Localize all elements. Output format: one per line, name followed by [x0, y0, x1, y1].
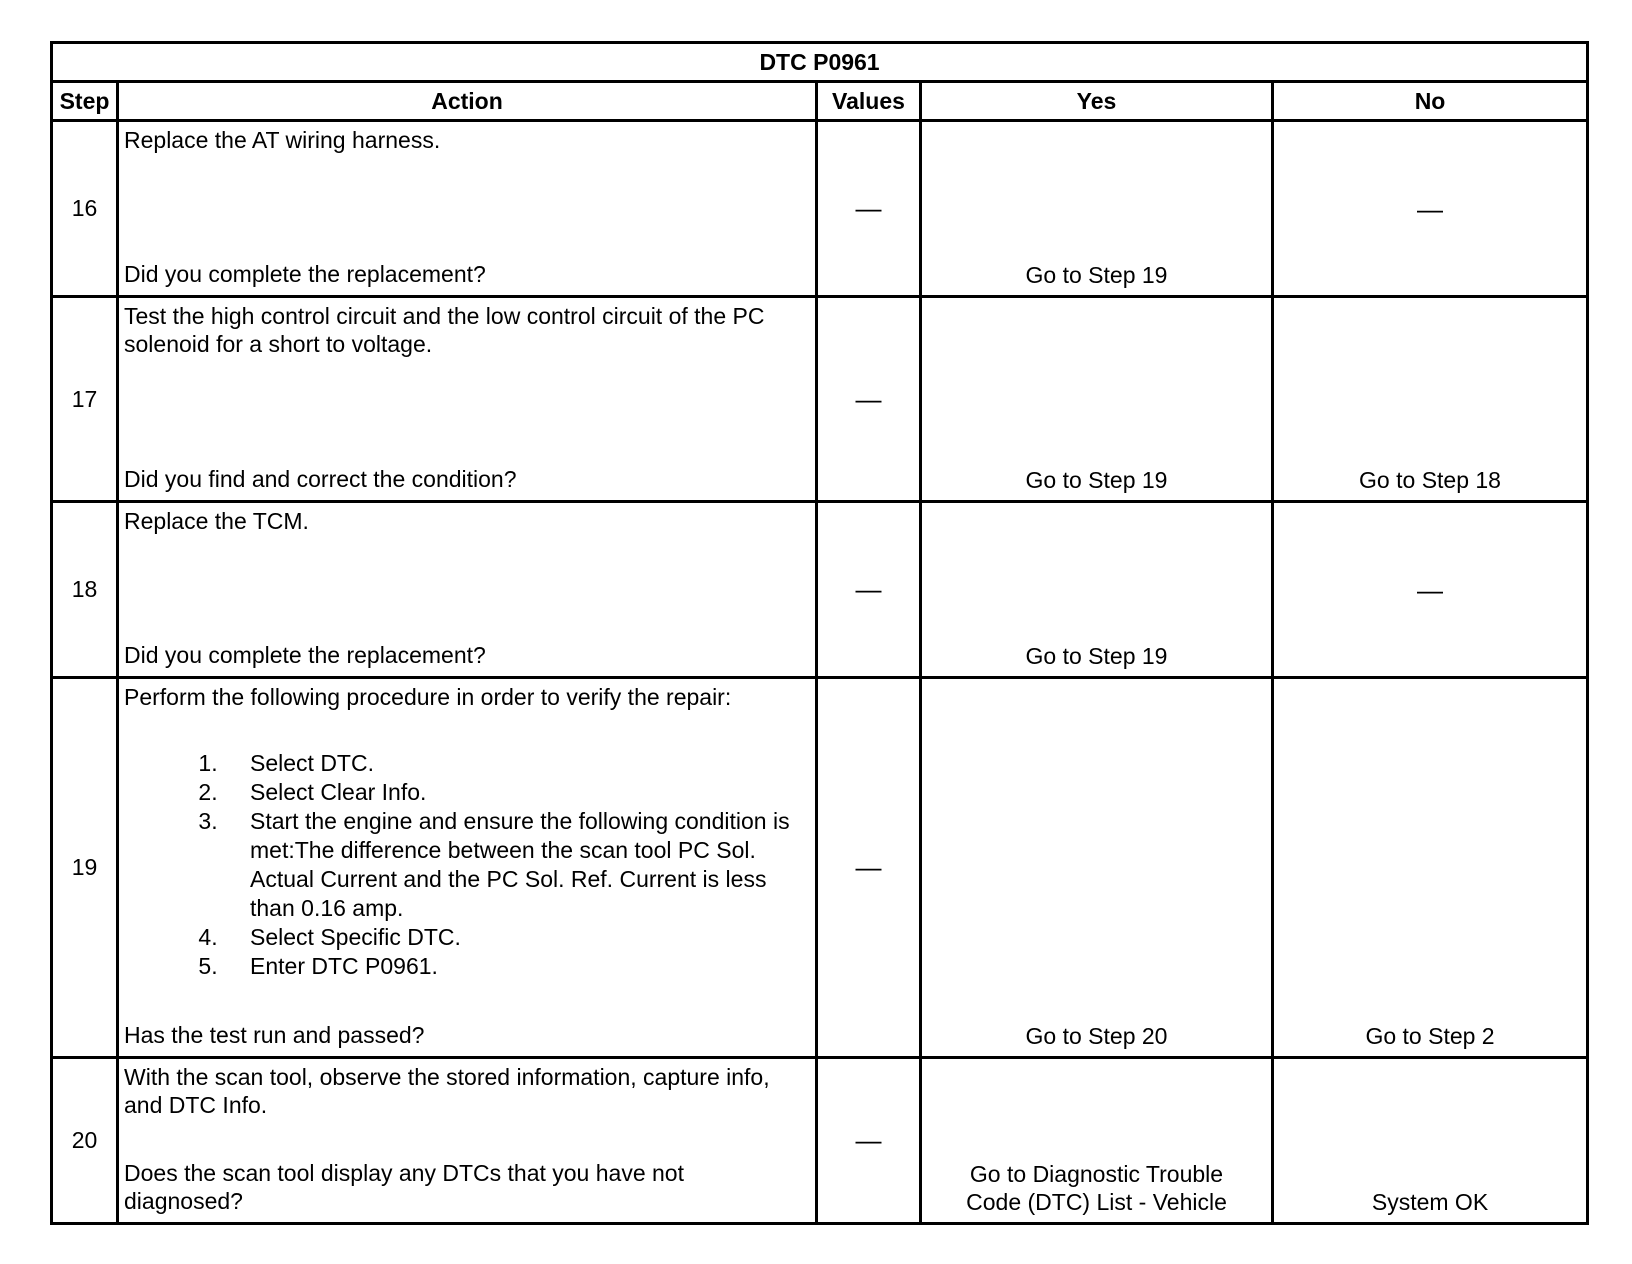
diagnostic-table-container — [50, 41, 1586, 1225]
action-text: With the scan tool, observe the stored information, capture info, and DTC Info. — [124, 1064, 770, 1118]
step-number: 17 — [52, 297, 118, 502]
yes-cell: Go to Step 19 — [921, 502, 1273, 678]
values-cell: — — [817, 502, 921, 678]
values-cell: — — [817, 297, 921, 502]
no-cell: — — [1273, 121, 1588, 297]
no-cell: System OK — [1273, 1058, 1588, 1224]
yes-cell: Go to Diagnostic Trouble Code (DTC) List - Vehicle — [921, 1058, 1273, 1224]
procedure-step: 2. Select Clear Info. — [224, 778, 809, 807]
action-question: Did you find and correct the condition? — [124, 466, 517, 492]
procedure-step: 4. Select Specific DTC. — [224, 923, 809, 952]
step-number: 20 — [52, 1058, 118, 1224]
action-cell — [118, 502, 817, 678]
no-cell: — — [1273, 502, 1588, 678]
no-cell: Go to Step 18 — [1273, 297, 1588, 502]
procedure-step: 1. Select DTC. — [224, 749, 809, 778]
header-action: Action — [118, 82, 817, 121]
action-text: Perform the following procedure in order to verify the repair: — [124, 684, 732, 710]
no-cell: Go to Step 2 — [1273, 678, 1588, 1058]
action-question: Did you complete the replacement? — [124, 261, 486, 287]
procedure-step: 5. Enter DTC P0961. — [224, 952, 809, 981]
values-cell: — — [817, 1058, 921, 1224]
yes-cell: Go to Step 19 — [921, 297, 1273, 502]
table-row-step-17 — [52, 297, 1588, 502]
step-number: 19 — [52, 678, 118, 1058]
yes-cell: Go to Step 20 — [921, 678, 1273, 1058]
table-row-step-19 — [52, 678, 1588, 1058]
procedure-step: 3. Start the engine and ensure the following condition is met:The difference between the scan tool PC Sol. Actual Current and the PC Sol. Ref. Current is less than 0.16 amp. — [224, 807, 809, 923]
action-question: Has the test run and passed? — [124, 1022, 425, 1048]
dtc-diagnostic-table — [50, 41, 1589, 1225]
action-cell — [118, 1058, 817, 1224]
header-row — [52, 82, 1588, 121]
values-cell: — — [817, 678, 921, 1058]
action-text: Test the high control circuit and the low control circuit of the PC solenoid for a short to voltage. — [124, 303, 765, 357]
header-yes: Yes — [921, 82, 1273, 121]
header-step: Step — [52, 82, 118, 121]
action-cell — [118, 678, 817, 1058]
procedure-list — [124, 749, 809, 981]
action-question: Did you complete the replacement? — [124, 642, 486, 668]
table-row-step-18 — [52, 502, 1588, 678]
step-number: 18 — [52, 502, 118, 678]
action-cell — [118, 297, 817, 502]
table-row-step-20 — [52, 1058, 1588, 1224]
action-cell — [118, 121, 817, 297]
title-row — [52, 43, 1588, 82]
header-values: Values — [817, 82, 921, 121]
action-text: Replace the AT wiring harness. — [124, 127, 441, 153]
yes-cell: Go to Step 19 — [921, 121, 1273, 297]
action-question: Does the scan tool display any DTCs that you have not diagnosed? — [124, 1160, 684, 1214]
table-title: DTC P0961 — [52, 43, 1588, 82]
header-no: No — [1273, 82, 1588, 121]
step-number: 16 — [52, 121, 118, 297]
table-row-step-16 — [52, 121, 1588, 297]
action-text: Replace the TCM. — [124, 508, 309, 534]
values-cell: — — [817, 121, 921, 297]
